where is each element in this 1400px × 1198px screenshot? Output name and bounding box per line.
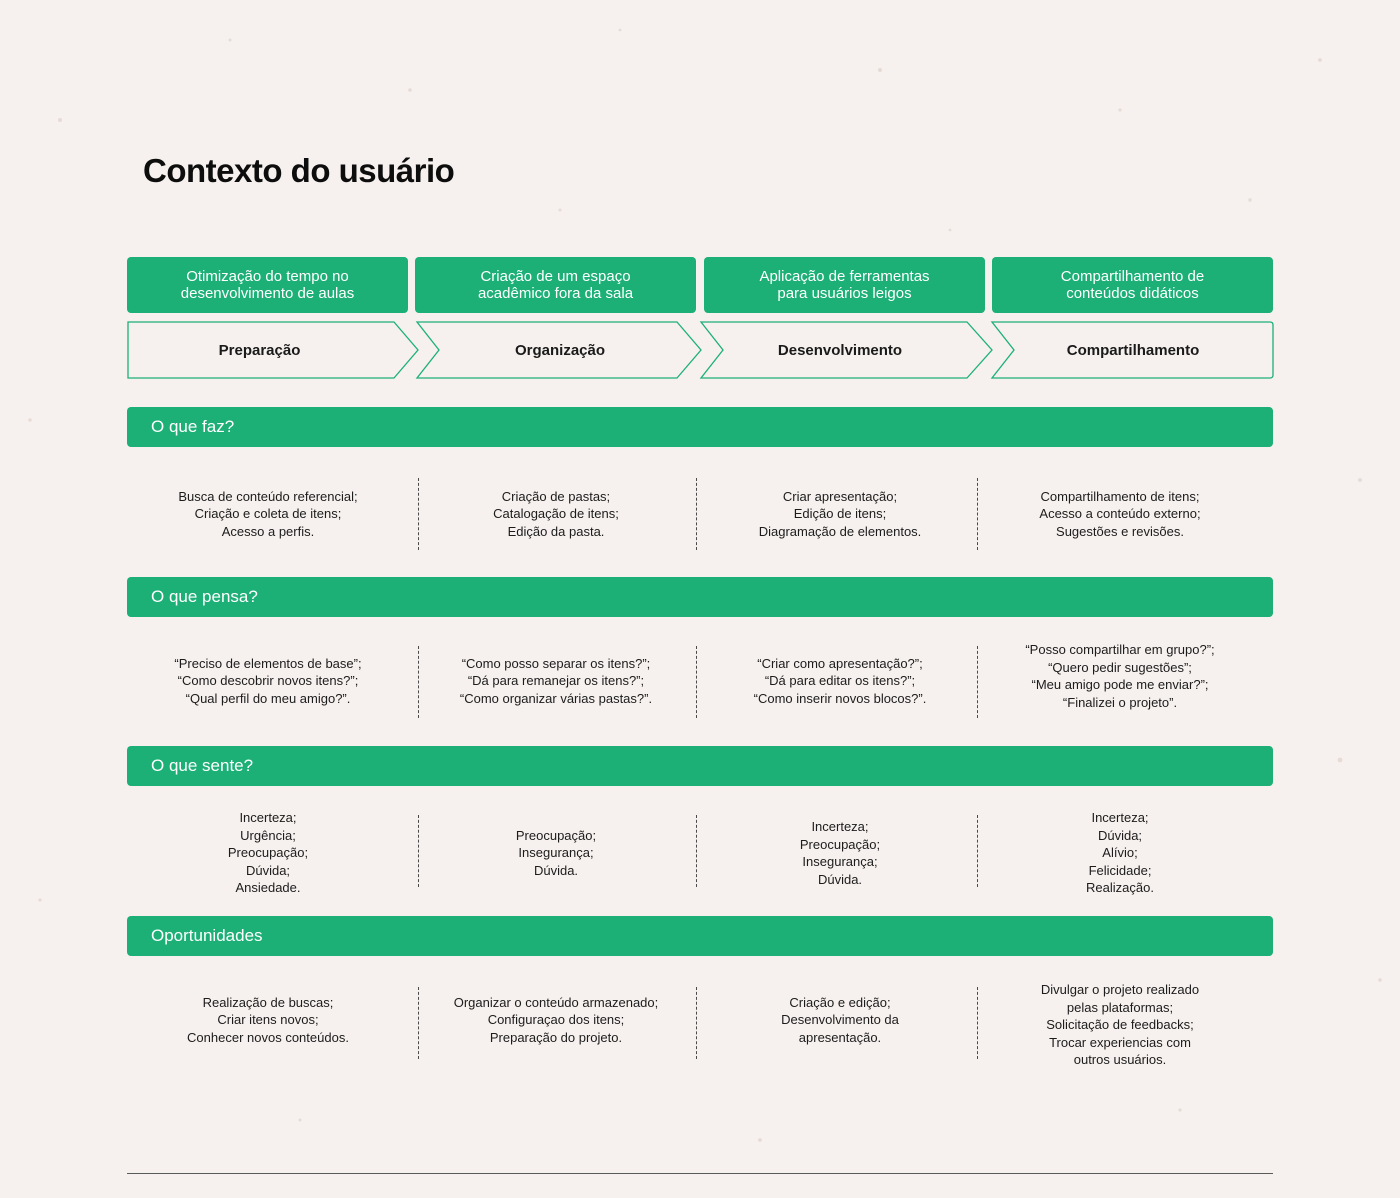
cell-pensa-preparacao: “Preciso de elementos de base”; “Como descobrir novos itens?”; “Qual perfil do meu amigo?”. <box>174 655 362 706</box>
cell-faz-desenvolvimento: Criar apresentação; Edição de itens; Diagramação de elementos. <box>758 488 922 539</box>
section-header-o-que-faz: O que faz? <box>127 407 1273 447</box>
stage-label: Desenvolvimento <box>777 341 903 359</box>
bottom-divider <box>127 1173 1273 1174</box>
column-divider <box>977 815 978 887</box>
column-divider <box>418 987 419 1059</box>
column-divider <box>977 478 978 550</box>
stage-chevron-desenvolvimento <box>699 321 999 379</box>
column-divider <box>977 646 978 718</box>
stage-label: Preparação <box>218 341 301 359</box>
cell-pensa-compartilhamento: “Posso compartilhar em grupo?”; “Quero pedir sugestões”; “Meu amigo pode me enviar?”; “Finalizei o projeto”. <box>1025 642 1215 710</box>
section-header-o-que-sente: O que sente? <box>127 746 1273 786</box>
cell-sente-compartilhamento: Incerteza; Dúvida; Alívio; Felicidade; Realização. <box>1086 810 1154 896</box>
page-title: Contexto do usuário <box>143 152 455 189</box>
stage-chevron-preparacao <box>127 321 427 379</box>
column-divider <box>418 646 419 718</box>
section-header-oportunidades: Oportunidades <box>127 916 1273 956</box>
cell-sente-preparacao: Incerteza; Urgência; Preocupação; Dúvida; Ansiedade. <box>227 810 309 896</box>
cell-faz-preparacao: Busca de conteúdo referencial; Criação e coleta de itens; Acesso a perfis. <box>178 488 358 539</box>
column-divider <box>696 815 697 887</box>
column-divider <box>418 478 419 550</box>
column-divider <box>977 987 978 1059</box>
cell-pensa-organizacao: “Como posso separar os itens?”; “Dá para remanejar os itens?”; “Como organizar várias pastas?”. <box>459 655 653 706</box>
cell-oportunidades-compartilhamento: Divulgar o projeto realizado pelas plataformas; Solicitação de feedbacks; Trocar experiencias com outros usuários. <box>1040 982 1200 1068</box>
column-divider <box>696 646 697 718</box>
goal-box-preparacao: Otimização do tempo no desenvolvimento de aulas <box>127 257 408 313</box>
cell-sente-desenvolvimento: Incerteza; Preocupação; Insegurança; Dúvida. <box>799 819 881 887</box>
cell-sente-organizacao: Preocupação; Insegurança; Dúvida. <box>515 827 597 878</box>
cell-faz-compartilhamento: Compartilhamento de itens; Acesso a conteúdo externo; Sugestões e revisões. <box>1039 488 1201 539</box>
cell-oportunidades-organizacao: Organizar o conteúdo armazenado; Configuraçao dos itens; Preparação do projeto. <box>453 994 659 1045</box>
stage-label: Compartilhamento <box>1066 341 1200 359</box>
column-divider <box>696 987 697 1059</box>
cell-oportunidades-preparacao: Realização de buscas; Criar itens novos; Conhecer novos conteúdos. <box>187 994 349 1045</box>
stage-label: Organização <box>514 341 606 359</box>
column-divider <box>696 478 697 550</box>
goal-box-organizacao: Criação de um espaço acadêmico fora da sala <box>415 257 696 313</box>
stage-chevron-compartilhamento <box>990 321 1290 379</box>
cell-oportunidades-desenvolvimento: Criação e edição; Desenvolvimento da apresentação. <box>781 994 899 1045</box>
goal-box-desenvolvimento: Aplicação de ferramentas para usuários leigos <box>704 257 985 313</box>
cell-pensa-desenvolvimento: “Criar como apresentação?”; “Dá para editar os itens?”; “Como inserir novos blocos?”. <box>753 655 927 706</box>
stage-chevron-organizacao <box>415 321 715 379</box>
section-header-o-que-pensa: O que pensa? <box>127 577 1273 617</box>
goal-box-compartilhamento: Compartilhamento de conteúdos didáticos <box>992 257 1273 313</box>
cell-faz-organizacao: Criação de pastas; Catalogação de itens; Edição da pasta. <box>493 488 619 539</box>
column-divider <box>418 815 419 887</box>
